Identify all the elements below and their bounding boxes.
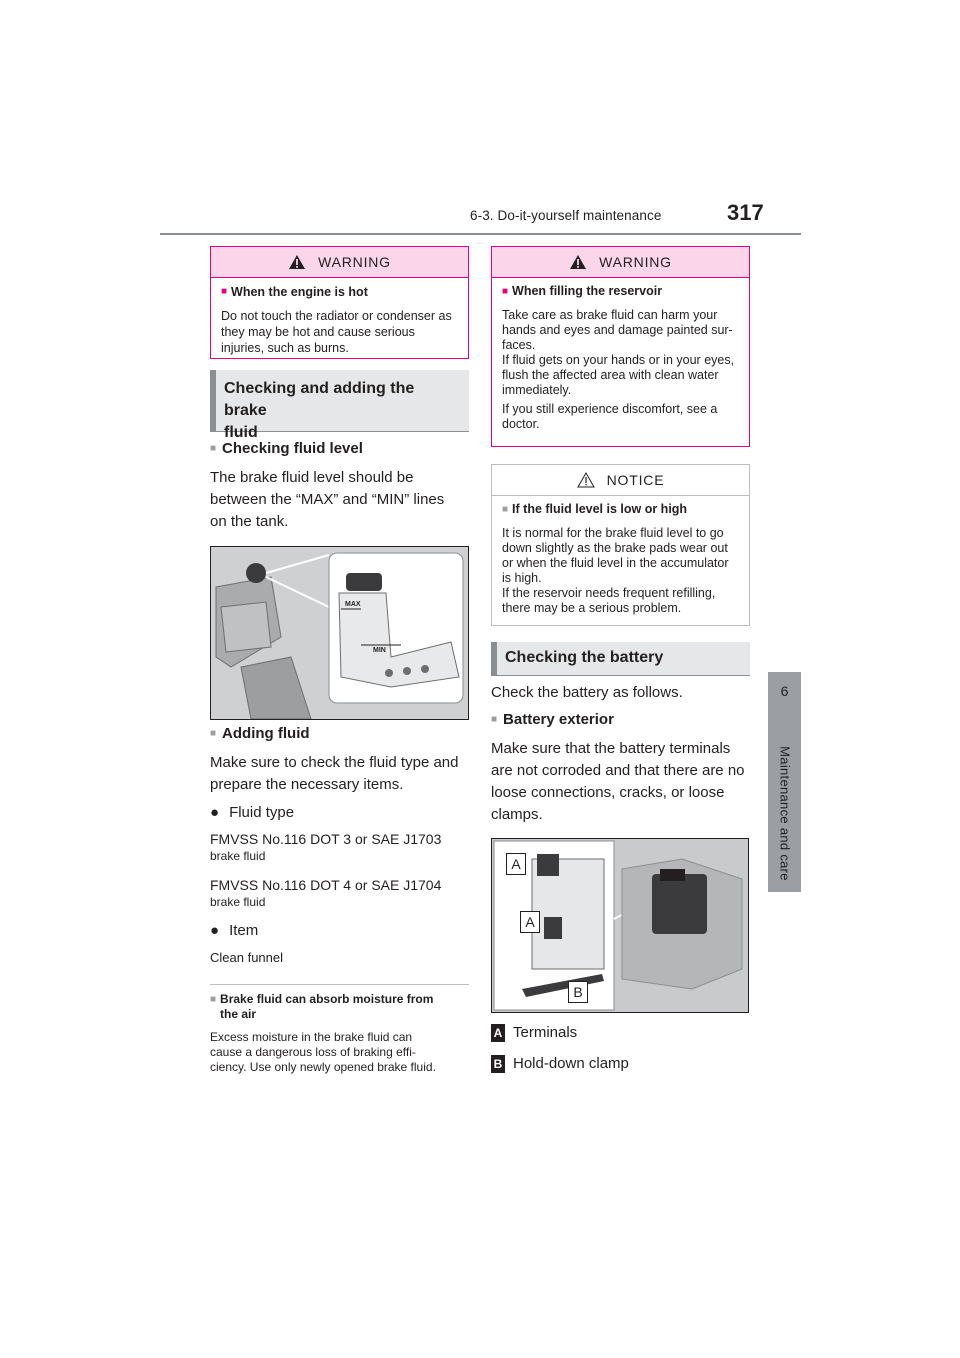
subheading-text: Checking fluid level: [222, 440, 363, 457]
legend-text: Terminals: [513, 1024, 578, 1041]
max-label: MAX: [345, 601, 361, 608]
text-line: between the “MAX” and “MIN” lines: [210, 491, 445, 508]
text-line: are not corroded and that there are no: [491, 762, 745, 779]
text-line: brake fluid: [210, 895, 266, 909]
bullet-label: Item: [229, 922, 259, 939]
text-line: immediately.: [502, 383, 572, 397]
text-line: FMVSS No.116 DOT 3 or SAE J1703: [210, 831, 442, 847]
square-bullet-icon: ■: [210, 727, 217, 739]
text-line: clamps.: [491, 806, 543, 823]
warning-box-filling-reservoir: [491, 246, 750, 447]
exterior-paragraph: [491, 738, 753, 826]
text-line: If fluid gets on your hands or in your eyes,: [502, 353, 735, 367]
warning-box-engine-hot: [210, 246, 469, 359]
warning-body: Do not touch the radiator or condenser as they may be hot and cause serious injuries, such as burns.: [221, 309, 452, 355]
legend-key: A: [491, 1024, 505, 1042]
note-moisture: [210, 992, 472, 1075]
square-bullet-icon: ■: [502, 504, 509, 515]
legend-key: B: [491, 1055, 505, 1073]
text-line: or when the fluid level in the accumulator: [502, 556, 729, 570]
text-line: down slightly as the brake pads wear out: [502, 541, 728, 555]
warning-title: WARNING: [318, 254, 391, 270]
section-title-brake-fluid: [210, 370, 469, 441]
page-number: 317: [727, 200, 764, 225]
notice-box-fluid-level: [491, 464, 750, 626]
warning-title: WARNING: [599, 254, 672, 270]
text-line: faces.: [502, 338, 536, 352]
subheading-text: Battery exterior: [503, 711, 614, 728]
text-line: there may be a serious problem.: [502, 601, 682, 615]
square-bullet-icon: ■: [221, 286, 228, 297]
fluid-type-bullet: [210, 802, 294, 824]
notice-triangle-icon: [577, 472, 595, 488]
text-line: Make sure to check the fluid type and: [210, 754, 459, 771]
square-bullet-icon: ■: [502, 286, 509, 297]
min-label: MIN: [373, 647, 386, 654]
section-title-battery: Checking the battery: [491, 642, 750, 676]
section-title-line: Checking and adding the brake: [224, 380, 415, 419]
fluid-option-1: [210, 830, 441, 864]
text-line: Take care as brake fluid can harm your: [502, 308, 718, 322]
section-title-line: fluid: [224, 424, 258, 441]
text-line: flush the affected area with clean water: [502, 368, 719, 382]
checking-paragraph: [210, 467, 470, 533]
text-line: doctor.: [502, 417, 540, 431]
warning-triangle-icon: [569, 254, 587, 270]
note-divider: [210, 984, 469, 985]
round-bullet-icon: ●: [210, 922, 220, 939]
square-bullet-icon: ■: [210, 442, 217, 454]
notice-subtitle: If the fluid level is low or high: [512, 502, 688, 516]
text-line: on the tank.: [210, 513, 289, 530]
text-line: hands and eyes and damage painted sur-: [502, 323, 733, 337]
round-bullet-icon: ●: [210, 804, 220, 821]
notice-title: NOTICE: [606, 472, 665, 488]
adding-paragraph: [210, 752, 470, 796]
chapter-title: Maintenance and care: [777, 746, 793, 881]
text-line: Make sure that the battery terminals: [491, 740, 731, 757]
battery-figure: [491, 838, 749, 1013]
callout-a-middle: A: [520, 911, 540, 933]
callout-b: B: [568, 981, 588, 1003]
warning-subtitle: When the engine is hot: [231, 285, 368, 299]
engine-bay-illustration: [211, 547, 468, 719]
note-text-line: Excess moisture in the brake fluid can: [210, 1030, 413, 1044]
warning-header: [211, 247, 468, 278]
brake-reservoir-figure: [210, 546, 469, 720]
running-header-section: 6-3. Do-it-yourself maintenance: [470, 208, 662, 223]
text-line: FMVSS No.116 DOT 4 or SAE J1704: [210, 877, 442, 893]
item-bullet: [210, 920, 258, 942]
warning-subtitle: When filling the reservoir: [512, 284, 663, 298]
warning-triangle-icon: [288, 254, 306, 270]
notice-header: [492, 465, 749, 496]
battery-intro: Check the battery as follows.: [491, 684, 683, 701]
bullet-label: Fluid type: [229, 804, 295, 821]
square-bullet-icon: ■: [210, 994, 217, 1005]
subheading-checking-fluid: [210, 440, 363, 457]
note-title-line: the air: [220, 1007, 257, 1021]
subheading-battery-exterior: [491, 711, 614, 728]
note-title-line: Brake fluid can absorb moisture from: [220, 992, 434, 1006]
header-rule: [160, 233, 801, 235]
text-line: If the reservoir needs frequent refilling,: [502, 586, 716, 600]
square-bullet-icon: ■: [491, 713, 498, 725]
legend-row-b: [491, 1053, 629, 1075]
item-value: Clean funnel: [210, 950, 283, 965]
note-text-line: cause a dangerous loss of braking effi-: [210, 1045, 416, 1059]
subheading-text: Adding fluid: [222, 725, 310, 742]
text-line: If you still experience discomfort, see a: [502, 402, 718, 416]
text-line: loose connections, cracks, or loose: [491, 784, 725, 801]
legend-text: Hold-down clamp: [513, 1055, 629, 1072]
text-line: prepare the necessary items.: [210, 776, 404, 793]
legend-row-a: [491, 1022, 577, 1044]
note-text-line: ciency. Use only newly opened brake fluid.: [210, 1060, 436, 1074]
chapter-number: 6: [780, 683, 789, 699]
text-line: The brake fluid level should be: [210, 469, 414, 486]
text-line: is high.: [502, 571, 542, 585]
fluid-option-2: [210, 876, 441, 910]
text-line: It is normal for the brake fluid level to go: [502, 526, 724, 540]
callout-a-top: A: [506, 853, 526, 875]
subheading-adding-fluid: [210, 725, 310, 742]
warning-header: [492, 247, 749, 278]
text-line: brake fluid: [210, 849, 266, 863]
